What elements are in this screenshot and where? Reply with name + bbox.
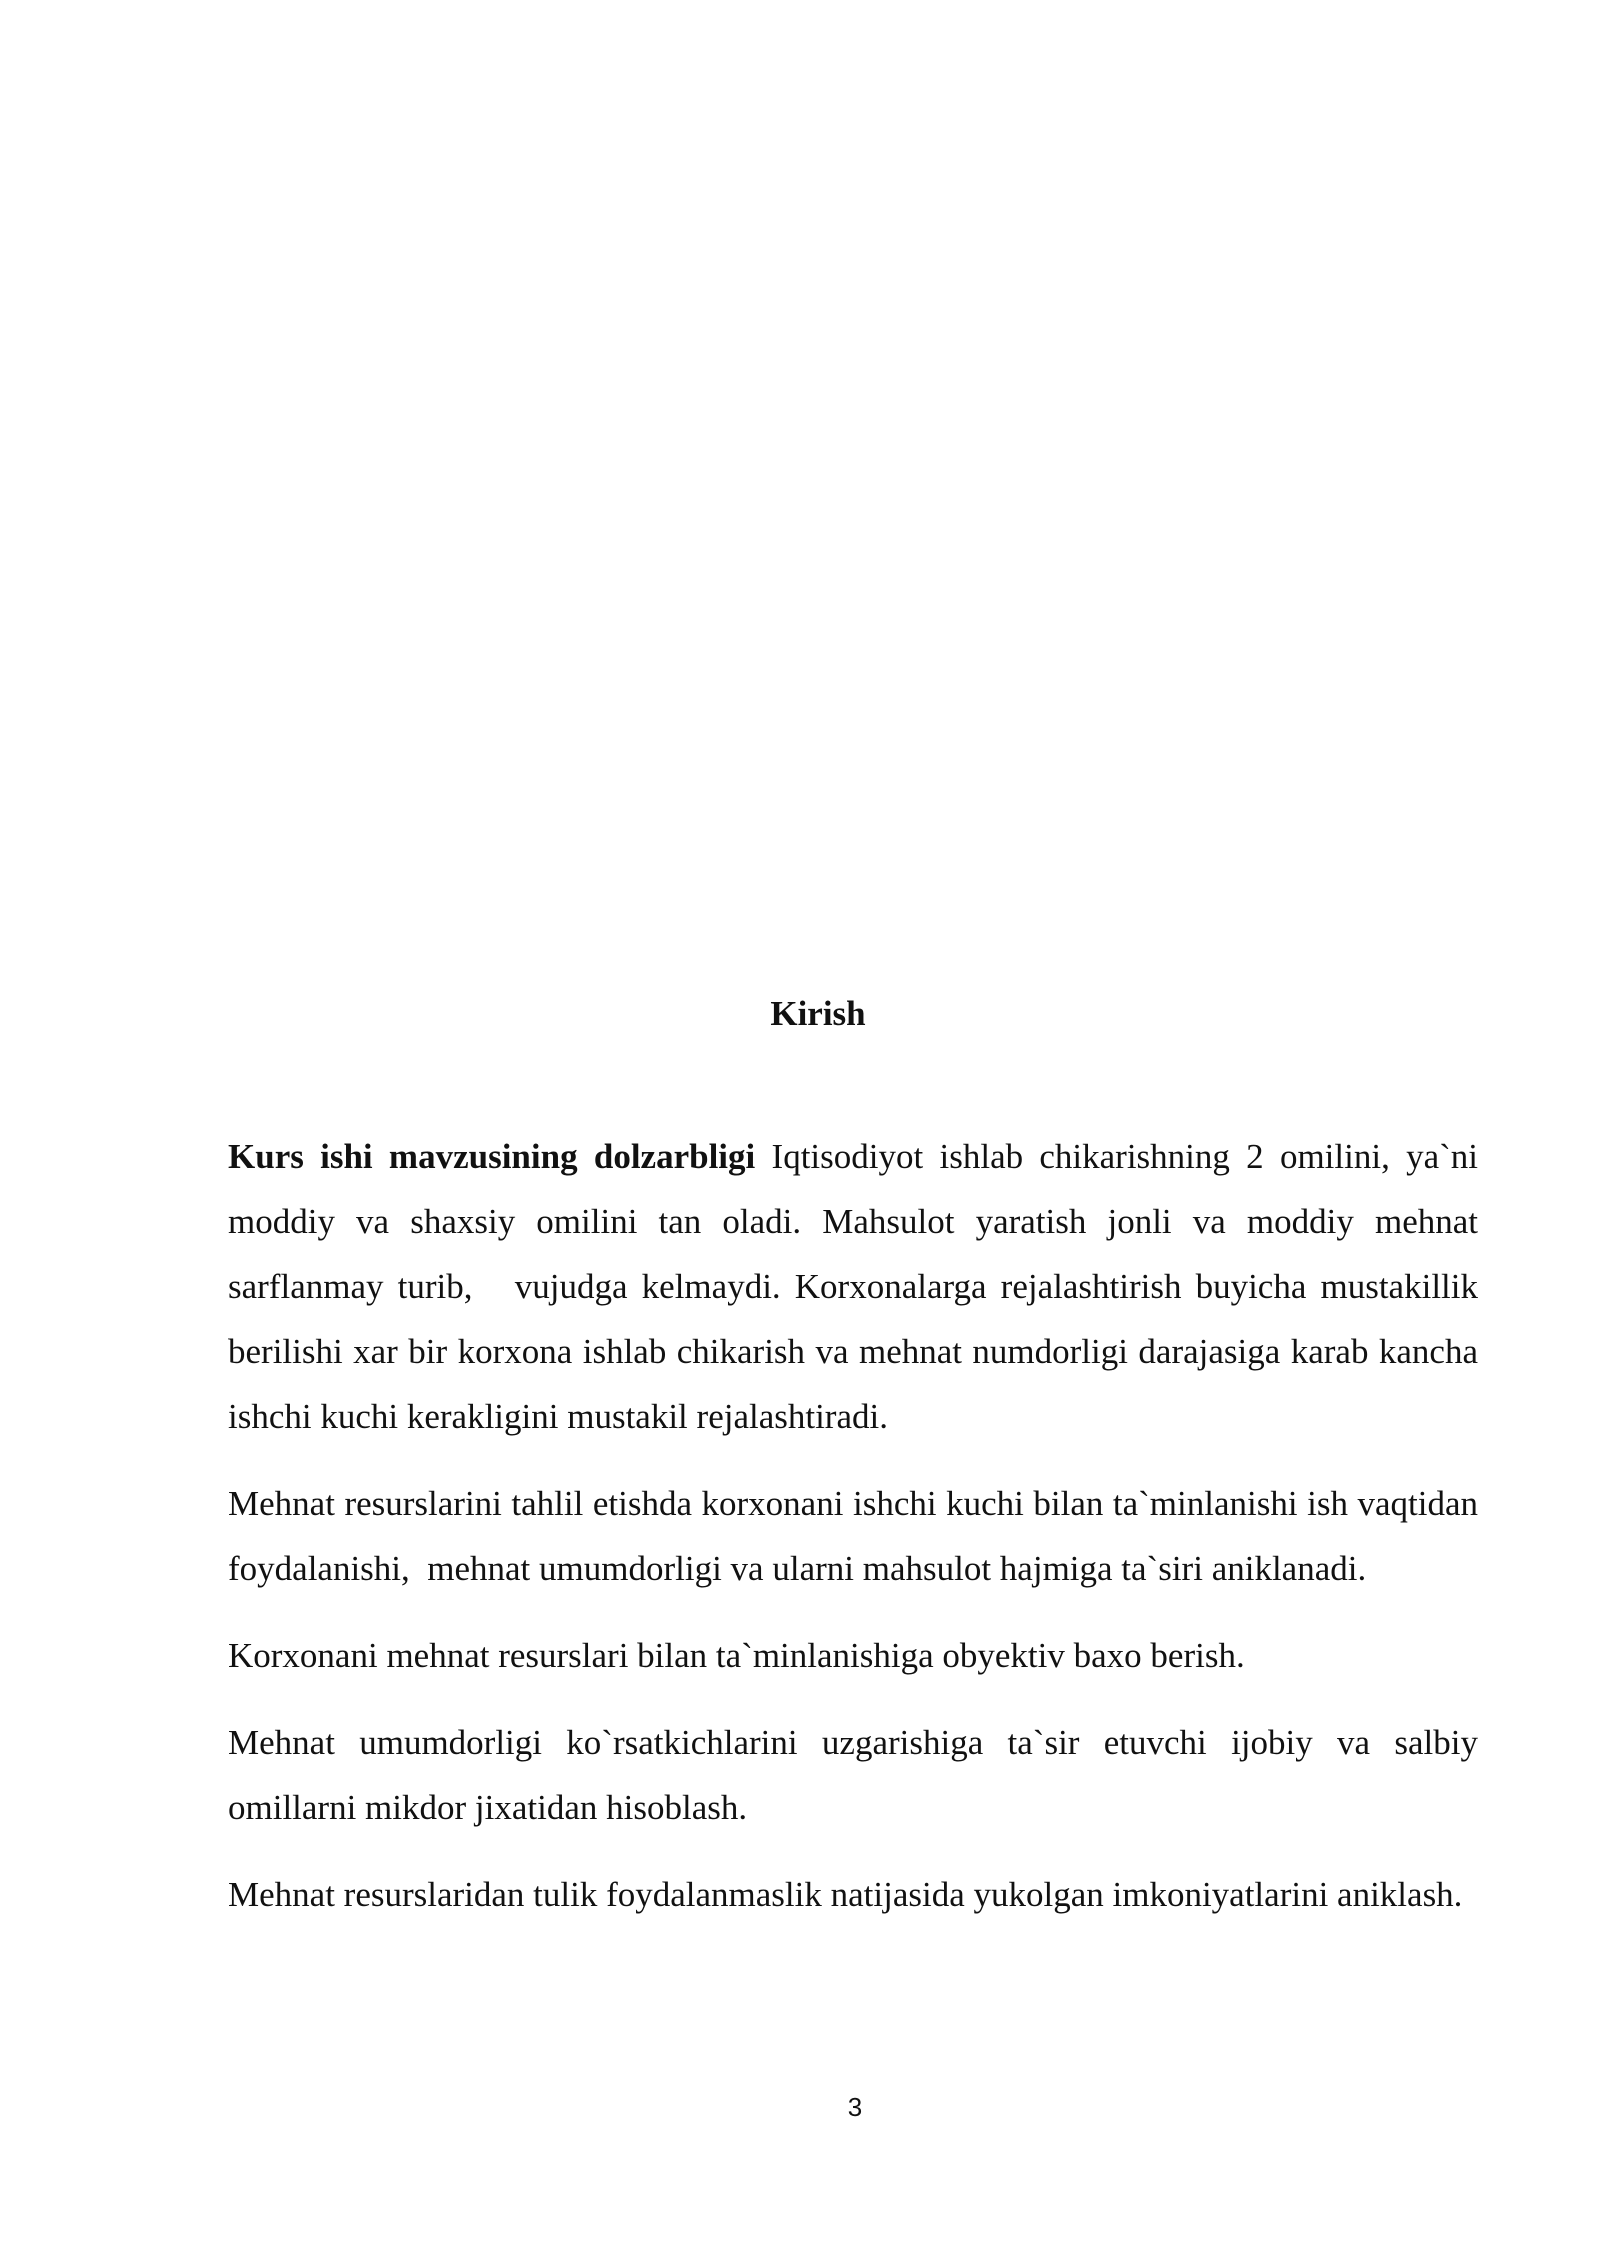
paragraph-4: Mehnat resurslaridan tulik foydalanmaslik natijasida yukolgan imkoniyatlarini aniklash. — [228, 1875, 1463, 1914]
intro-paragraph — [228, 1124, 1478, 1449]
paragraph-2: Korxonani mehnat resurslari bilan ta`minlanishiga obyektiv baxo berish. — [228, 1636, 1245, 1675]
intro-text: Iqtisodiyot ishlab chikarishning 2 omilini, ya`ni moddiy va shaxsiy omilini tan oladi. Mahsulot yaratish jonli va moddiy mehnat sarflanmay turib, vujudga kelmaydi. Korxonalarga rejalashtirish buyicha mustakillik berilishi xar bir korxona ishlab chikarish va mehnat numdorligi darajasiga karab kancha ishchi kuchi kerakligini mustakil rejalashtiradi. — [228, 1137, 1479, 1436]
intro-lead: Kurs ishi mavzusining dolzarbligi — [228, 1137, 756, 1176]
paragraph-3: Mehnat umumdorligi ko`rsatkichlarini uzgarishiga ta`sir etuvchi ijobiy va salbiy omillarni mikdor jixatidan hisoblash. — [228, 1723, 1478, 1827]
page-number: 3 — [847, 2092, 863, 2122]
body-text — [228, 1124, 1478, 1949]
paragraph-1: Mehnat resurslarini tahlil etishda korxonani ishchi kuchi bilan ta`minlanishi ish vaqtidan foydalanishi, mehnat umumdorligi va ularni mahsulot hajmiga ta`siri aniklanadi. — [228, 1484, 1478, 1588]
section-heading: Kirish — [770, 994, 866, 1033]
